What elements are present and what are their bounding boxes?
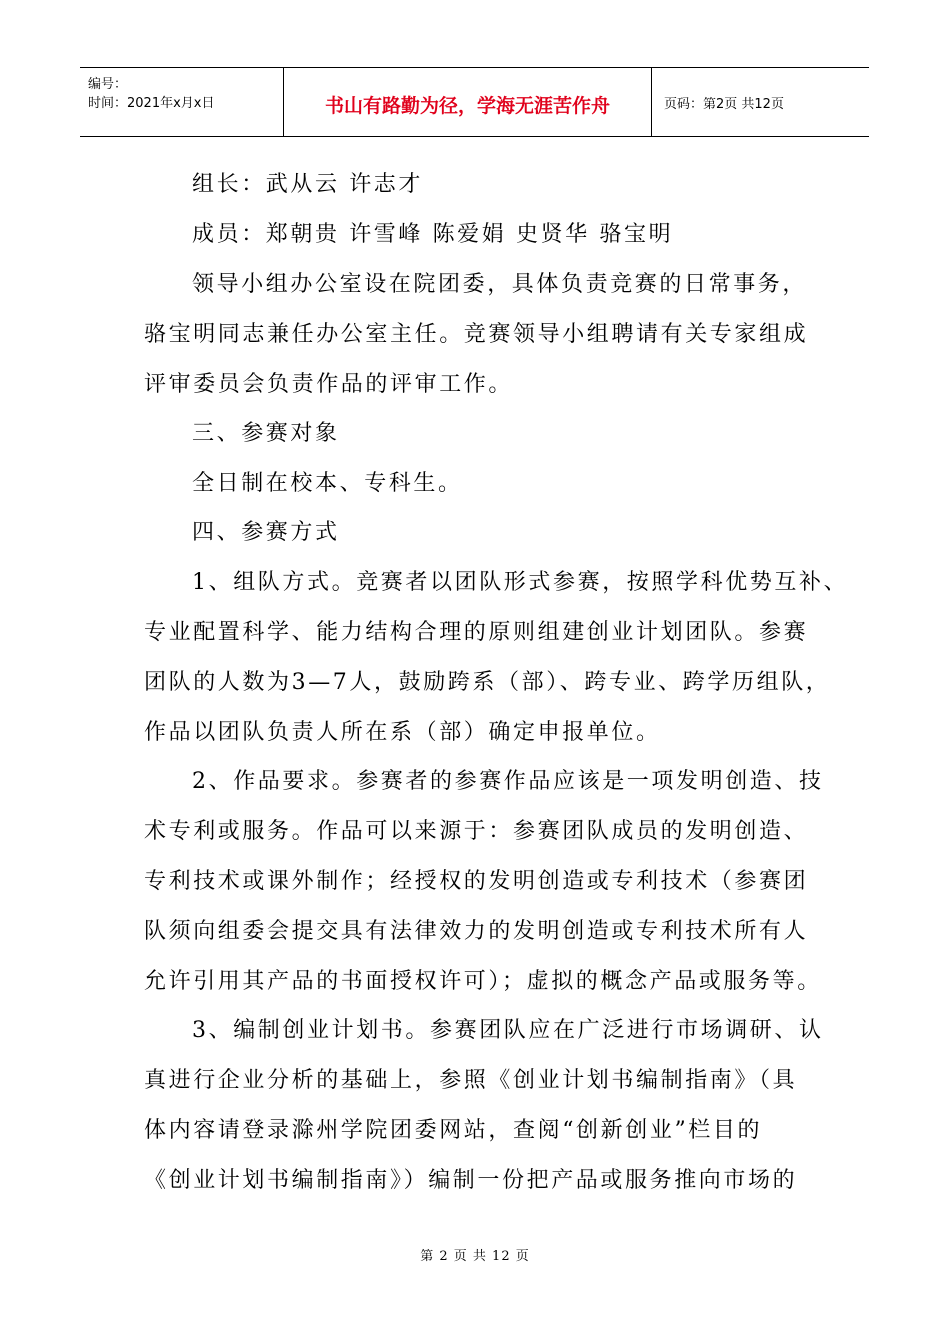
header-page-cell [652,68,869,136]
paragraph-line: 团队的人数为3—7人，鼓励跨系（部）、跨专业、跨学历组队， [144,670,831,695]
header-motto: 书山有路勤为径，学海无涯苦作舟 [324,95,610,117]
section-heading: 四、参赛方式 [192,520,340,545]
paragraph-line: 允许引用其产品的书面授权许可）；虚拟的概念产品或服务等。 [144,969,822,994]
paragraph-line: 专业配置科学、能力结构合理的原则组建创业计划团队。参赛 [144,620,809,645]
paragraph-line: 术专利或服务。作品可以来源于：参赛团队成员的发明创造、 [144,819,809,844]
paragraph-line: 评审委员会负责作品的评审工作。 [144,372,514,397]
document-number: 编号： [88,77,128,92]
section-heading: 三、参赛对象 [192,421,340,446]
paragraph-line: 队须向组委会提交具有法律效力的发明创造或专利技术所有人 [144,919,809,944]
header-motto-cell [284,68,652,136]
paragraph-line: 体内容请登录滁州学院团委网站，查阅“创新创业”栏目的 [144,1118,763,1143]
paragraph-line: 成员：郑朝贵 许雪峰 陈爱娟 史贤华 骆宝明 [192,222,674,247]
paragraph-line: 领导小组办公室设在院团委，具体负责竞赛的日常事务， [192,272,808,297]
paragraph-line: 专利技术或课外制作；经授权的发明创造或专利技术（参赛团 [144,869,809,894]
paragraph-line: 1、组队方式。竞赛者以团队形式参赛，按照学科优势互补、 [192,570,849,595]
paragraph-line: 骆宝明同志兼任办公室主任。竞赛领导小组聘请有关专家组成 [144,322,809,347]
document-time: 时间：2021年x月x日 [88,96,215,111]
paragraph-line: 全日制在校本、专科生。 [192,471,463,496]
paragraph-line: 2、作品要求。参赛者的参赛作品应该是一项发明创造、技 [192,769,824,794]
header-meta-cell [80,68,284,136]
paragraph-line: 真进行企业分析的基础上，参照《创业计划书编制指南》（具 [144,1068,798,1093]
header-page-info: 页码：第2页 共12页 [664,97,784,112]
paragraph-line: 作品以团队负责人所在系（部）确定申报单位。 [144,720,661,745]
page-header [80,67,869,137]
paragraph-line: 《创业计划书编制指南》）编制一份把产品或服务推向市场的 [144,1168,798,1193]
paragraph-line: 3、编制创业计划书。参赛团队应在广泛进行市场调研、认 [192,1018,824,1043]
page-footer: 第 2 页 共 12 页 [420,1249,530,1264]
paragraph-line: 组长：武从云 许志才 [192,172,423,197]
